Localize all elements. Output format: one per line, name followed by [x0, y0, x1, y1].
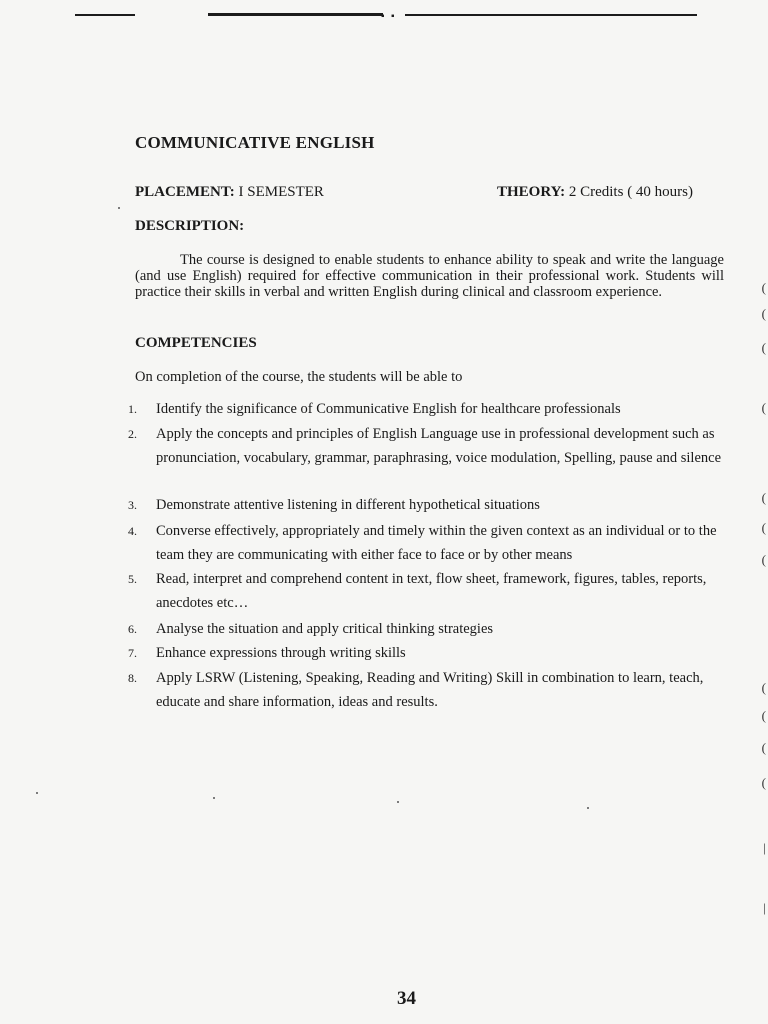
competency-number: 4. [128, 524, 137, 538]
competency-item [128, 398, 728, 422]
competency-text: Demonstrate attentive listening in different hypothetical situations [156, 497, 540, 513]
course-title: COMMUNICATIVE ENGLISH [135, 133, 375, 152]
scan-speck [36, 792, 38, 794]
competency-item [128, 494, 728, 518]
theory-line [497, 184, 693, 201]
competency-item [128, 667, 728, 714]
header-rule-left [75, 14, 135, 16]
competency-number: 3. [128, 498, 137, 512]
competency-number: 6. [128, 622, 137, 636]
competencies-heading: COMPETENCIES [135, 335, 257, 351]
competency-item [128, 520, 728, 567]
competency-text: Apply the concepts and principles of English Language use in professional development such as pronunciation, vocabulary, grammar, paraphrasing, voice modulation, Spelling, pause and silence [156, 426, 722, 466]
header-rule-dots: ▪ ▪ [381, 11, 397, 22]
competency-item [128, 618, 728, 642]
header-rule-right [405, 14, 697, 16]
scan-speck [587, 807, 589, 809]
scan-speck [118, 207, 120, 209]
competency-number: 1. [128, 402, 137, 416]
description-heading: DESCRIPTION: [135, 218, 245, 234]
placement-value: I SEMESTER [238, 184, 324, 200]
competency-number: 2. [128, 427, 137, 441]
competency-text: Identify the significance of Communicative English for healthcare professionals [156, 401, 621, 417]
competency-text: Analyse the situation and apply critical thinking strategies [156, 621, 494, 637]
competency-number: 8. [128, 671, 137, 685]
competency-number: 7. [128, 646, 137, 660]
theory-value: 2 Credits ( 40 hours) [568, 184, 694, 200]
placement-label: PLACEMENT: [135, 184, 235, 200]
page-number: 34 [397, 988, 416, 1009]
competency-text: Read, interpret and comprehend content in text, flow sheet, framework, figures, tables, reports, anecdotes etc… [156, 571, 707, 611]
scan-speck [397, 801, 399, 803]
scan-speck [213, 797, 215, 799]
competency-item [128, 568, 728, 615]
competency-item [128, 642, 728, 666]
competency-text: Apply LSRW (Listening, Speaking, Reading and Writing) Skill in combination to learn, teach, educate and share information, ideas and results. [156, 670, 704, 710]
competencies-intro: On completion of the course, the students will be able to [135, 369, 463, 385]
header-rule-middle [208, 13, 383, 16]
competency-text: Converse effectively, appropriately and timely within the given context as an individual or to the team they are communicating with either face to face or by other means [156, 523, 717, 563]
competency-number: 5. [128, 572, 137, 586]
competency-item [128, 423, 728, 470]
description-paragraph: The course is designed to enable students to enhance ability to speak and write the language (and use English) required for effective communication in their professional work. Students will practice their skills in verbal and written English during clinical and classroom experience. [135, 252, 724, 300]
placement-line [135, 184, 324, 201]
theory-label: THEORY: [497, 184, 566, 200]
competency-text: Enhance expressions through writing skills [156, 645, 406, 661]
